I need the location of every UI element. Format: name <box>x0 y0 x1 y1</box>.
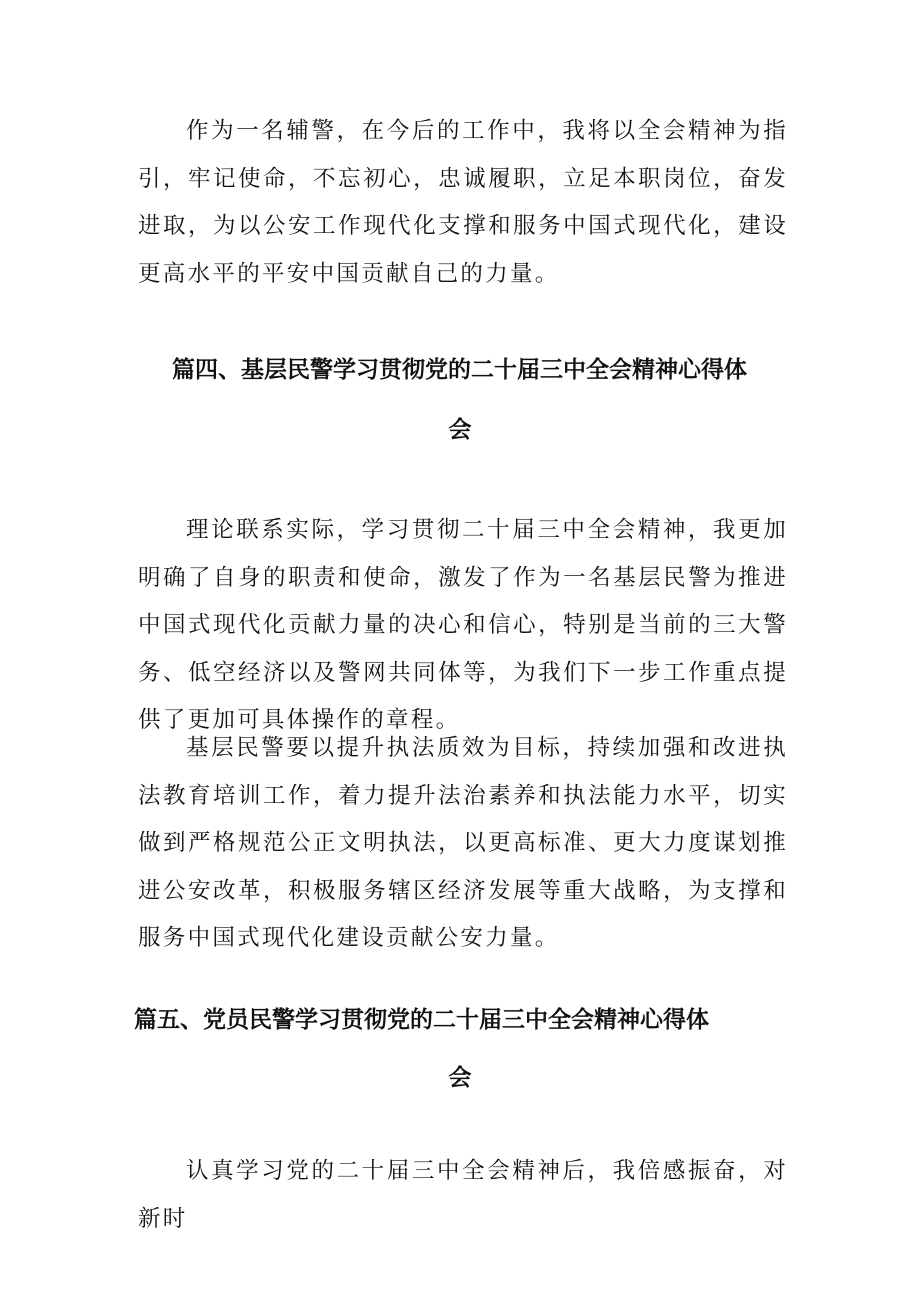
section-heading-4-line2: 会 <box>448 417 472 443</box>
section-heading-4-line1: 篇四、基层民警学习贯彻党的二十届三中全会精神心得体 <box>172 357 747 383</box>
paragraph-theory-practice: 理论联系实际，学习贯彻二十届三中全会精神，我更加明确了自身的职责和使命，激发了作为一名基层民警为推进中国式现代化贡献力量的决心和信心，特别是当前的三大警务、低空经济以及警网共同体等，为我们下一步工作重点提供了更加可具体操作的章程。 <box>138 517 788 733</box>
paragraph-party-member-study: 认真学习党的二十届三中全会精神后，我倍感振奋，对新时 <box>138 1158 788 1232</box>
paragraph-law-enforcement: 基层民警要以提升执法质效为目标，持续加强和改进执法教育培训工作，着力提升法治素养和执法能力水平，切实做到严格规范公正文明执法，以更高标准、更大力度谋划推进公安改革，积极服务辖区经济发展等重大战略，为支撑和服务中国式现代化建设贡献公安力量。 <box>138 735 788 951</box>
paragraph-auxiliary-police-pledge: 作为一名辅警，在今后的工作中，我将以全会精神为指引，牢记使命，不忘初心，忠诚履职，立足本职岗位，奋发进取，为以公安工作现代化支撑和服务中国式现代化，建设更高水平的平安中国贡献自己的力量。 <box>138 118 788 287</box>
section-heading-5-line2: 会 <box>448 1065 472 1091</box>
section-heading-5-line1: 篇五、党员民警学习贯彻党的二十届三中全会精神心得体 <box>134 1007 709 1033</box>
